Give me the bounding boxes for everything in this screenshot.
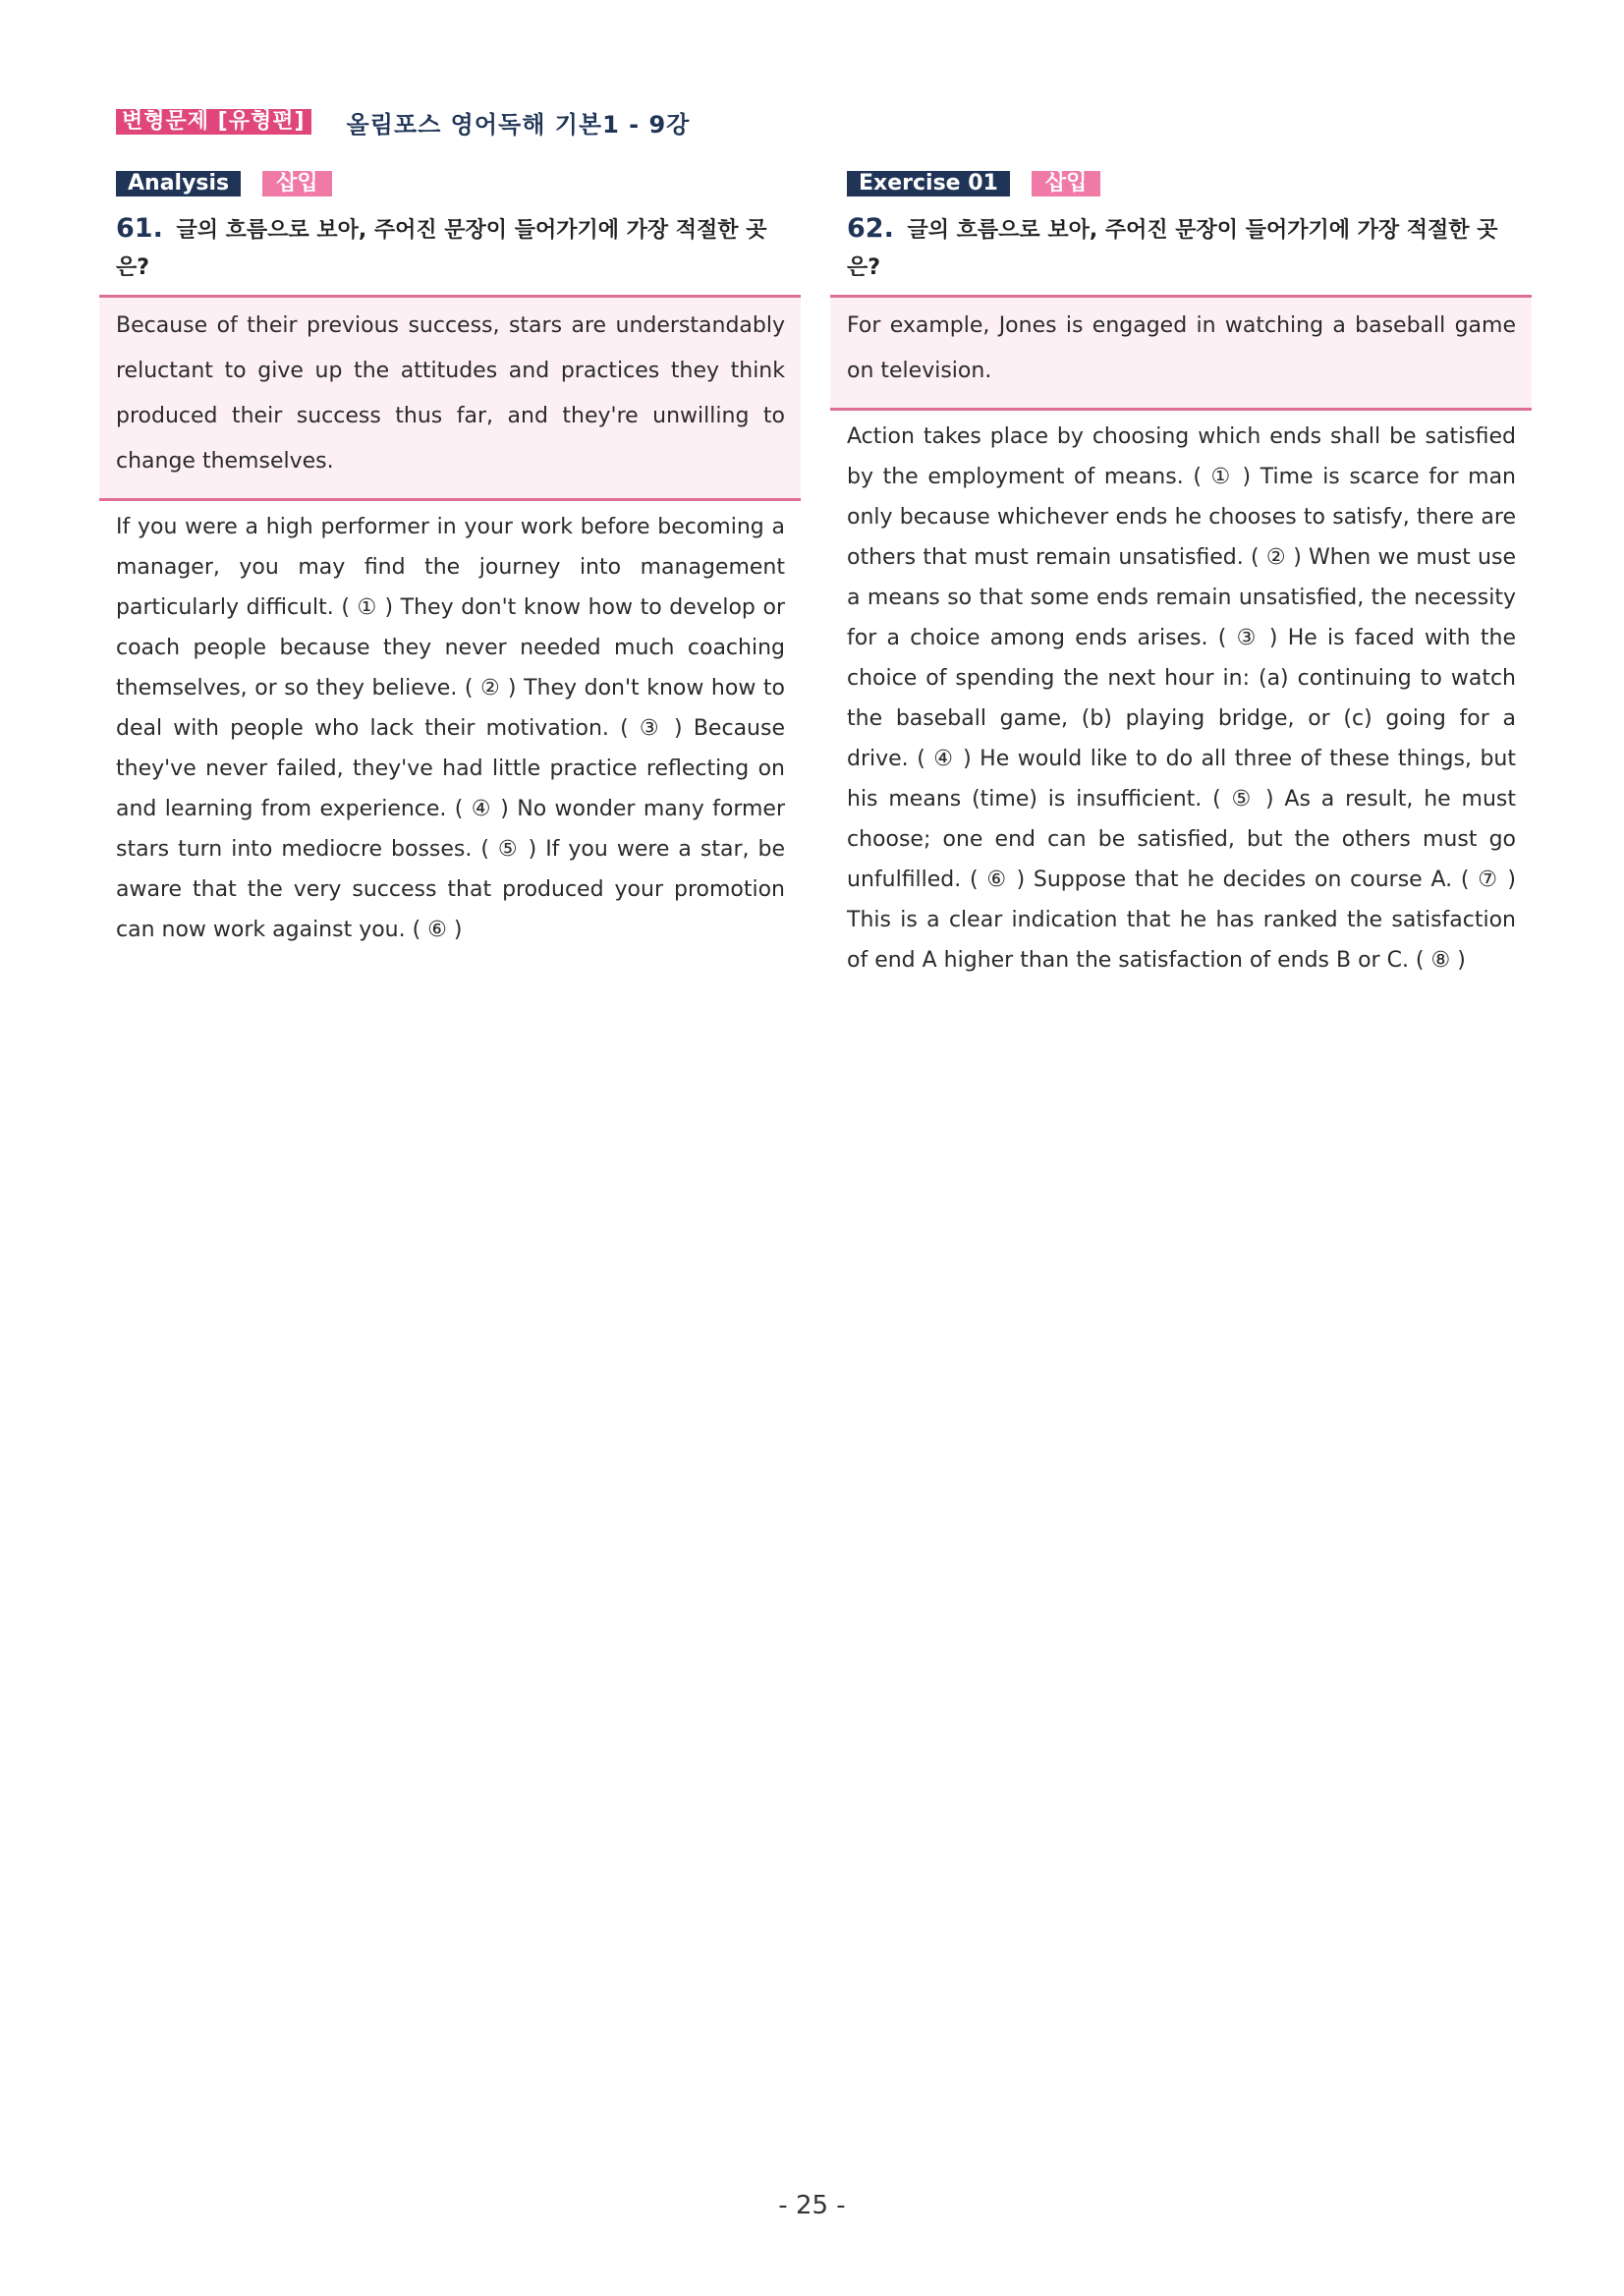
question-type-label: 삽입 bbox=[262, 171, 332, 196]
question-text: 글의 흐름으로 보아, 주어진 문장이 들어가기에 가장 적절한 곳은? bbox=[847, 218, 1498, 280]
header-tag: 변형문제 [유형편] bbox=[116, 109, 311, 135]
page-number: - 25 - bbox=[778, 2191, 846, 2220]
analysis-label: Analysis bbox=[116, 171, 241, 196]
question-number: 62. bbox=[847, 213, 894, 244]
passage-text: Action takes place by choosing which ends shall be satisfied by the employment of means. ( ① ) Time is scarce for man only because whichever ends he chooses to satisfy, there are others that must remain unsatisfied. ( ② ) When we must use a means so that some ends remain unsatisfied, the necessity for a choice among ends arises. ( ③ ) He is faced with the choice of spending the next hour in: (a) continuing to watch the baseball game, (b) playing bridge, or (c) going for a drive. ( ④ ) He would like to do all three of these things, but his means (time) is insufficient. ( ⑤ ) As a result, he must choose; one end can be satisfied, but the others must go unfulfilled. ( ⑥ ) Suppose that he decides on course A. ( ⑦ ) This is a clear indication that he has ranked the satisfaction of end A higher than the satisfaction of ends B or C. ( ⑧ ) bbox=[847, 424, 1516, 973]
question-61 bbox=[99, 171, 801, 950]
header-title: 올림포스 영어독해 기본1 - 9강 bbox=[346, 110, 691, 139]
question-labels bbox=[116, 171, 801, 196]
given-sentence-box: For example, Jones is engaged in watching a baseball game on television. bbox=[830, 295, 1532, 411]
given-sentence-box: Because of their previous success, stars are understandably reluctant to give up the attitudes and practices they think produced their success thus far, and they're unwilling to change themselves. bbox=[99, 295, 801, 501]
exercise-label: Exercise 01 bbox=[847, 171, 1010, 196]
question-labels bbox=[847, 171, 1532, 196]
question-type-label: 삽입 bbox=[1032, 171, 1101, 196]
question-title bbox=[847, 210, 1515, 287]
question-number: 61. bbox=[116, 213, 163, 244]
question-text: 글의 흐름으로 보아, 주어진 문장이 들어가기에 가장 적절한 곳은? bbox=[116, 218, 767, 280]
question-title bbox=[116, 210, 784, 287]
passage-text: If you were a high performer in your work before becoming a manager, you may find the journey into management particularly difficult. ( ① ) They don't know how to develop or coach people because they never needed much coaching themselves, or so they believe. ( ② ) They don't know how to deal with people who lack their motivation. ( ③ ) Because they've never failed, they've had little practice reflecting on and learning from experience. ( ④ ) No wonder many former stars turn into mediocre bosses. ( ⑤ ) If you were a star, be aware that the very success that produced your promotion can now work against you. ( ⑥ ) bbox=[116, 515, 785, 942]
page-header bbox=[116, 107, 690, 137]
question-62 bbox=[830, 171, 1532, 980]
